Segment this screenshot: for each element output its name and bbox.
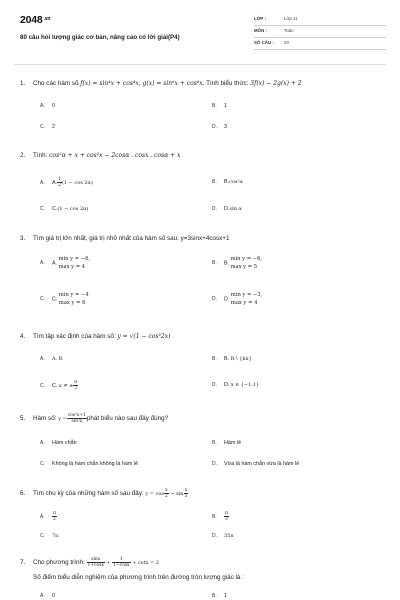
option-label: C. xyxy=(40,461,45,467)
logo-text: 2048 xyxy=(20,14,43,26)
option-label: B. xyxy=(212,356,217,362)
meta-row-class xyxy=(254,14,386,26)
min-max-stack: min y = −4 max y = 6 xyxy=(58,292,89,306)
math-expression: − sin xyxy=(168,491,184,498)
question-number: 1. xyxy=(20,80,26,87)
question-text-part: phát biểu nào sau đây đúng? xyxy=(86,415,169,423)
question-number: 4. xyxy=(20,333,26,340)
option-label: D. xyxy=(212,533,217,539)
math-expression: sin α xyxy=(229,206,242,212)
math-expression: (1 − cos 2α) xyxy=(57,206,89,212)
fraction: $\frac{x}{2}$ xyxy=(164,488,168,499)
fraction: $\frac{1}{2}$ xyxy=(58,177,61,188)
option-label: C. xyxy=(40,533,45,539)
option-a[interactable] xyxy=(40,440,77,446)
meta-value: Toán xyxy=(284,28,294,33)
document-title: 80 câu hỏi lượng giác cơ bản, nâng cao có lời giải(P4) xyxy=(20,34,180,41)
fraction: $\frac{\sin x}{1+\cos x}$ xyxy=(87,557,104,568)
option-b[interactable] xyxy=(212,255,262,271)
question-text-part: Tính: xyxy=(33,152,50,159)
option-a[interactable] xyxy=(40,177,93,188)
fraction: $\frac{x}{5}$ xyxy=(184,488,188,499)
option-c[interactable] xyxy=(40,124,55,130)
question-text xyxy=(20,80,302,87)
meta-key: MÔN : xyxy=(254,28,267,33)
min-max-stack: min y = −6, max y = 5 xyxy=(230,256,263,270)
option-label: B. xyxy=(212,179,217,185)
option-c[interactable] xyxy=(40,461,138,467)
option-label: A. xyxy=(40,179,45,186)
math-expression: (1 − cos 2α) xyxy=(61,179,93,186)
option-a[interactable] xyxy=(40,356,63,362)
option-d[interactable] xyxy=(212,461,299,467)
option-label: A. xyxy=(40,513,45,520)
question-subtext: Số điểm biểu diễn nghiệm của phương trình trên đường tròn lượng giác là : xyxy=(33,574,244,581)
math-expression: y = √(1 − cos²2x) xyxy=(117,333,171,340)
option-label: B. xyxy=(212,103,217,109)
min-max-stack: min y = −6, max y = 4 xyxy=(58,256,91,270)
option-text: B. xyxy=(224,179,230,185)
fraction: $\frac{\pi}{3}$ xyxy=(225,511,228,522)
math-expression: f(x) = sin⁴x + cos⁴x, g(x) = sin⁶x + cos⁶x. xyxy=(80,80,205,87)
option-text: 3 xyxy=(224,124,227,130)
option-c[interactable] xyxy=(40,291,89,307)
option-label: A. xyxy=(40,440,45,446)
option-text: D. xyxy=(224,382,230,388)
option-c[interactable] xyxy=(40,533,58,539)
option-label: B. xyxy=(212,593,217,599)
question-text-part: Tìm giá trị lớn nhất, giá trị nhỏ nhất của hàm số sau: y=3sinx+4cosx+1 xyxy=(33,235,230,242)
math-expression: x ≠ ± xyxy=(58,382,74,389)
option-label: B. xyxy=(212,440,217,446)
option-d[interactable] xyxy=(212,382,259,388)
option-text: C. xyxy=(52,382,58,389)
option-d[interactable] xyxy=(212,533,234,539)
option-b[interactable] xyxy=(212,356,252,362)
option-d[interactable] xyxy=(212,206,242,212)
question-text xyxy=(20,235,229,242)
option-text: 2 xyxy=(52,124,55,130)
option-label: A. xyxy=(40,260,45,267)
meta-value: 20 xyxy=(284,40,289,45)
option-label: D. xyxy=(212,206,217,212)
math-expression: R \ {kπ} xyxy=(230,356,252,362)
option-text: B. xyxy=(224,260,230,267)
option-d[interactable] xyxy=(212,124,227,130)
question-number: 2. xyxy=(20,152,26,159)
math-expression: 7π xyxy=(52,533,59,539)
option-b[interactable] xyxy=(212,511,229,522)
question-number: 3. xyxy=(20,235,26,242)
site-logo[interactable] xyxy=(20,14,50,26)
header-divider xyxy=(14,64,386,65)
question-text xyxy=(20,488,188,499)
option-text: Hàm lẻ xyxy=(224,440,242,446)
math-expression: cos²α xyxy=(229,179,243,185)
math-expression: 3f(x) − 2g(x) + 2 xyxy=(250,80,302,87)
question-text-part: Tính biểu thức: xyxy=(204,80,251,87)
option-a[interactable] xyxy=(40,593,55,599)
document-header xyxy=(20,14,386,56)
question-number: 5. xyxy=(20,415,26,423)
math-expression: x ∈ {−1;1} xyxy=(230,382,260,388)
option-c[interactable] xyxy=(40,380,78,391)
meta-table xyxy=(254,14,386,50)
fraction: $\frac{\pi}{2}$ xyxy=(53,511,56,522)
option-label: D. xyxy=(212,461,217,467)
option-text: 1 xyxy=(224,593,227,599)
option-b[interactable] xyxy=(212,593,227,599)
meta-row-count xyxy=(254,38,386,50)
question-text-part: Hàm số: xyxy=(33,415,59,423)
option-b[interactable] xyxy=(212,103,227,109)
math-expression: y = xyxy=(58,416,67,423)
fraction: $\frac{1}{1-\cos x}$ xyxy=(113,557,130,568)
option-text: A. xyxy=(52,179,58,186)
option-a[interactable] xyxy=(40,103,55,109)
math-expression: + xyxy=(104,560,113,567)
option-label: A. xyxy=(40,103,45,109)
option-label: B. xyxy=(212,260,217,267)
option-text: 0 xyxy=(52,593,55,599)
option-text: B. xyxy=(224,356,230,362)
math-expression: y = cos xyxy=(145,491,164,498)
question-text xyxy=(20,557,159,568)
meta-value: Lớp 11 xyxy=(284,16,298,21)
option-text: D. xyxy=(224,206,230,212)
math-expression: cos²α + x + cos²x − 2cosα . cosx . cosα + x xyxy=(49,152,181,159)
option-label: C. xyxy=(40,296,45,303)
meta-key: LỚP : xyxy=(254,16,266,21)
option-a[interactable] xyxy=(40,511,57,522)
question-text xyxy=(20,333,170,340)
option-label: C. xyxy=(40,206,45,212)
option-label: B. xyxy=(212,513,217,520)
option-text: 0 xyxy=(52,103,55,109)
option-label: C. xyxy=(40,124,45,130)
question-text-part: Cho các hàm số xyxy=(33,80,81,87)
option-label: A. xyxy=(40,593,45,599)
option-b[interactable] xyxy=(212,440,241,446)
question-text-part: Cho phương trình: xyxy=(33,559,87,567)
min-max-stack: min y = −3, max y = 4 xyxy=(230,292,263,306)
option-label: C. xyxy=(40,382,45,389)
meta-row-subject xyxy=(254,26,386,38)
math-expression: 35π xyxy=(224,533,234,539)
option-a[interactable] xyxy=(40,255,90,271)
question-text xyxy=(20,413,168,424)
option-label: A. xyxy=(40,356,45,362)
question-number: 6. xyxy=(20,490,26,498)
option-text: Hàm chẵn xyxy=(52,440,77,446)
question-number: 7. xyxy=(20,559,26,567)
option-label: D. xyxy=(212,296,217,303)
option-label: D. xyxy=(212,124,217,130)
option-text: C. xyxy=(52,296,58,303)
option-text: A. xyxy=(52,260,58,267)
fraction: $\frac{\pi}{2}$ xyxy=(74,380,78,391)
question-text-part: Tìm chu kỳ của những hàm số sau đây: xyxy=(33,490,146,498)
option-text: 1 xyxy=(224,103,227,109)
option-text: A. R xyxy=(52,356,63,362)
logo-suffix: .vn xyxy=(43,16,51,22)
option-label: D. xyxy=(212,382,217,388)
option-text: C. xyxy=(52,206,58,212)
question-text-part: Tìm tập xác định của hàm số: xyxy=(33,333,118,340)
option-text: D. xyxy=(224,296,230,303)
option-text: Vừa là hàm chẵn vừa là hàm lẻ xyxy=(224,461,300,467)
option-b[interactable] xyxy=(212,179,243,185)
math-expression: + cotx = 2 xyxy=(130,560,160,567)
meta-key: SỐ CÂU : xyxy=(254,40,274,45)
option-text: Không là hàm chẵn không là hàm lẻ xyxy=(52,461,139,467)
option-c[interactable] xyxy=(40,206,88,212)
option-d[interactable] xyxy=(212,291,262,307)
question-text xyxy=(20,152,181,159)
fraction: $\frac{\text{cos²x+1}}{\text{sin³x}}$ xyxy=(67,413,86,424)
